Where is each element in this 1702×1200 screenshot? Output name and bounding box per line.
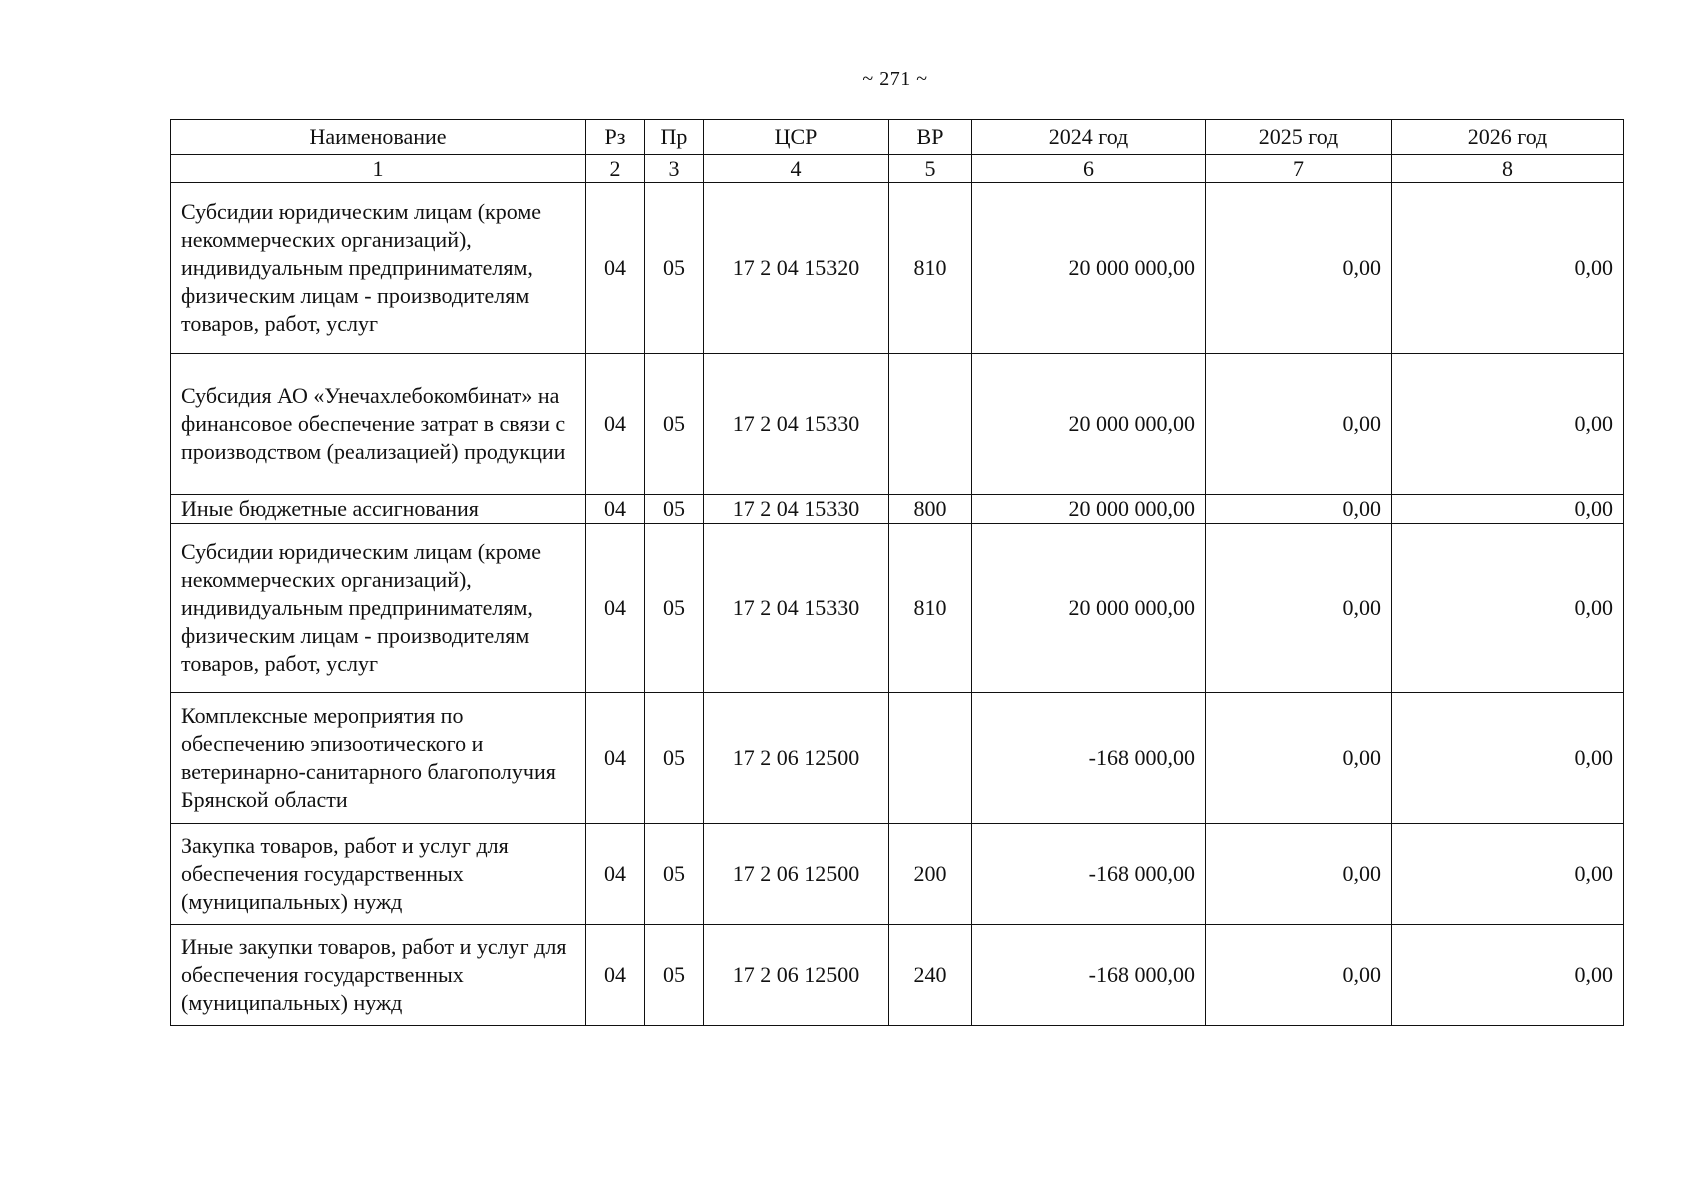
table-row (171, 183, 1624, 354)
row-rz: 04 (586, 354, 645, 495)
row-pr: 05 (645, 824, 704, 925)
header-pr: Пр (645, 120, 704, 155)
header-row (171, 120, 1624, 155)
row-vr: 810 (889, 524, 972, 693)
row-csr: 17 2 04 15330 (704, 524, 889, 693)
table-row (171, 693, 1624, 824)
row-2026: 0,00 (1392, 524, 1624, 693)
row-pr: 05 (645, 495, 704, 524)
row-2026: 0,00 (1392, 925, 1624, 1026)
row-vr: 240 (889, 925, 972, 1026)
row-vr: 810 (889, 183, 972, 354)
row-rz: 04 (586, 925, 645, 1026)
row-2024: 20 000 000,00 (972, 495, 1206, 524)
row-2026: 0,00 (1392, 693, 1624, 824)
row-csr: 17 2 06 12500 (704, 925, 889, 1026)
header-name: Наименование (171, 120, 586, 155)
row-pr: 05 (645, 183, 704, 354)
row-name: Иные бюджетные ассигнования (171, 495, 586, 524)
column-number: 3 (645, 155, 704, 183)
row-2025: 0,00 (1206, 495, 1392, 524)
column-number: 8 (1392, 155, 1624, 183)
header-vr: ВР (889, 120, 972, 155)
header-2024: 2024 год (972, 120, 1206, 155)
row-name: Субсидия АО «Унечахлебокомбинат» на финансовое обеспечение затрат в связи с производством (реализацией) продукции (171, 354, 586, 495)
row-2026: 0,00 (1392, 495, 1624, 524)
table-row (171, 824, 1624, 925)
page-number: ~ 271 ~ (862, 68, 928, 90)
row-name: Субсидии юридическим лицам (кроме некоммерческих организаций), индивидуальным предпринимателям, физическим лицам - производителям товаров, работ, услуг (171, 183, 586, 354)
table-row (171, 495, 1624, 524)
row-2024: -168 000,00 (972, 824, 1206, 925)
budget-table (170, 119, 1624, 1026)
row-vr: 800 (889, 495, 972, 524)
row-2025: 0,00 (1206, 693, 1392, 824)
row-csr: 17 2 06 12500 (704, 693, 889, 824)
row-vr: 200 (889, 824, 972, 925)
row-2025: 0,00 (1206, 824, 1392, 925)
row-rz: 04 (586, 183, 645, 354)
column-number: 2 (586, 155, 645, 183)
row-name: Комплексные мероприятия по обеспечению эпизоотического и ветеринарно-санитарного благополучия Брянской области (171, 693, 586, 824)
column-number-row (171, 155, 1624, 183)
header-2026: 2026 год (1392, 120, 1624, 155)
row-2024: -168 000,00 (972, 925, 1206, 1026)
header-csr: ЦСР (704, 120, 889, 155)
column-number: 4 (704, 155, 889, 183)
table-row (171, 925, 1624, 1026)
header-rz: Рз (586, 120, 645, 155)
row-2024: 20 000 000,00 (972, 354, 1206, 495)
row-pr: 05 (645, 524, 704, 693)
row-vr (889, 693, 972, 824)
row-rz: 04 (586, 824, 645, 925)
row-csr: 17 2 04 15320 (704, 183, 889, 354)
row-2025: 0,00 (1206, 183, 1392, 354)
row-name: Иные закупки товаров, работ и услуг для обеспечения государственных (муниципальных) нужд (171, 925, 586, 1026)
header-2025: 2025 год (1206, 120, 1392, 155)
row-rz: 04 (586, 693, 645, 824)
row-2026: 0,00 (1392, 824, 1624, 925)
column-number: 7 (1206, 155, 1392, 183)
row-rz: 04 (586, 524, 645, 693)
column-number: 1 (171, 155, 586, 183)
table-row (171, 354, 1624, 495)
row-2026: 0,00 (1392, 354, 1624, 495)
row-vr (889, 354, 972, 495)
row-rz: 04 (586, 495, 645, 524)
row-2024: 20 000 000,00 (972, 524, 1206, 693)
column-number: 6 (972, 155, 1206, 183)
row-2024: -168 000,00 (972, 693, 1206, 824)
row-2026: 0,00 (1392, 183, 1624, 354)
row-csr: 17 2 04 15330 (704, 354, 889, 495)
row-csr: 17 2 04 15330 (704, 495, 889, 524)
row-pr: 05 (645, 354, 704, 495)
column-number: 5 (889, 155, 972, 183)
row-name: Субсидии юридическим лицам (кроме некоммерческих организаций), индивидуальным предпринимателям, физическим лицам - производителям товаров, работ, услуг (171, 524, 586, 693)
row-pr: 05 (645, 693, 704, 824)
row-2024: 20 000 000,00 (972, 183, 1206, 354)
row-2025: 0,00 (1206, 524, 1392, 693)
table-row (171, 524, 1624, 693)
row-name: Закупка товаров, работ и услуг для обеспечения государственных (муниципальных) нужд (171, 824, 586, 925)
row-csr: 17 2 06 12500 (704, 824, 889, 925)
row-pr: 05 (645, 925, 704, 1026)
row-2025: 0,00 (1206, 354, 1392, 495)
row-2025: 0,00 (1206, 925, 1392, 1026)
